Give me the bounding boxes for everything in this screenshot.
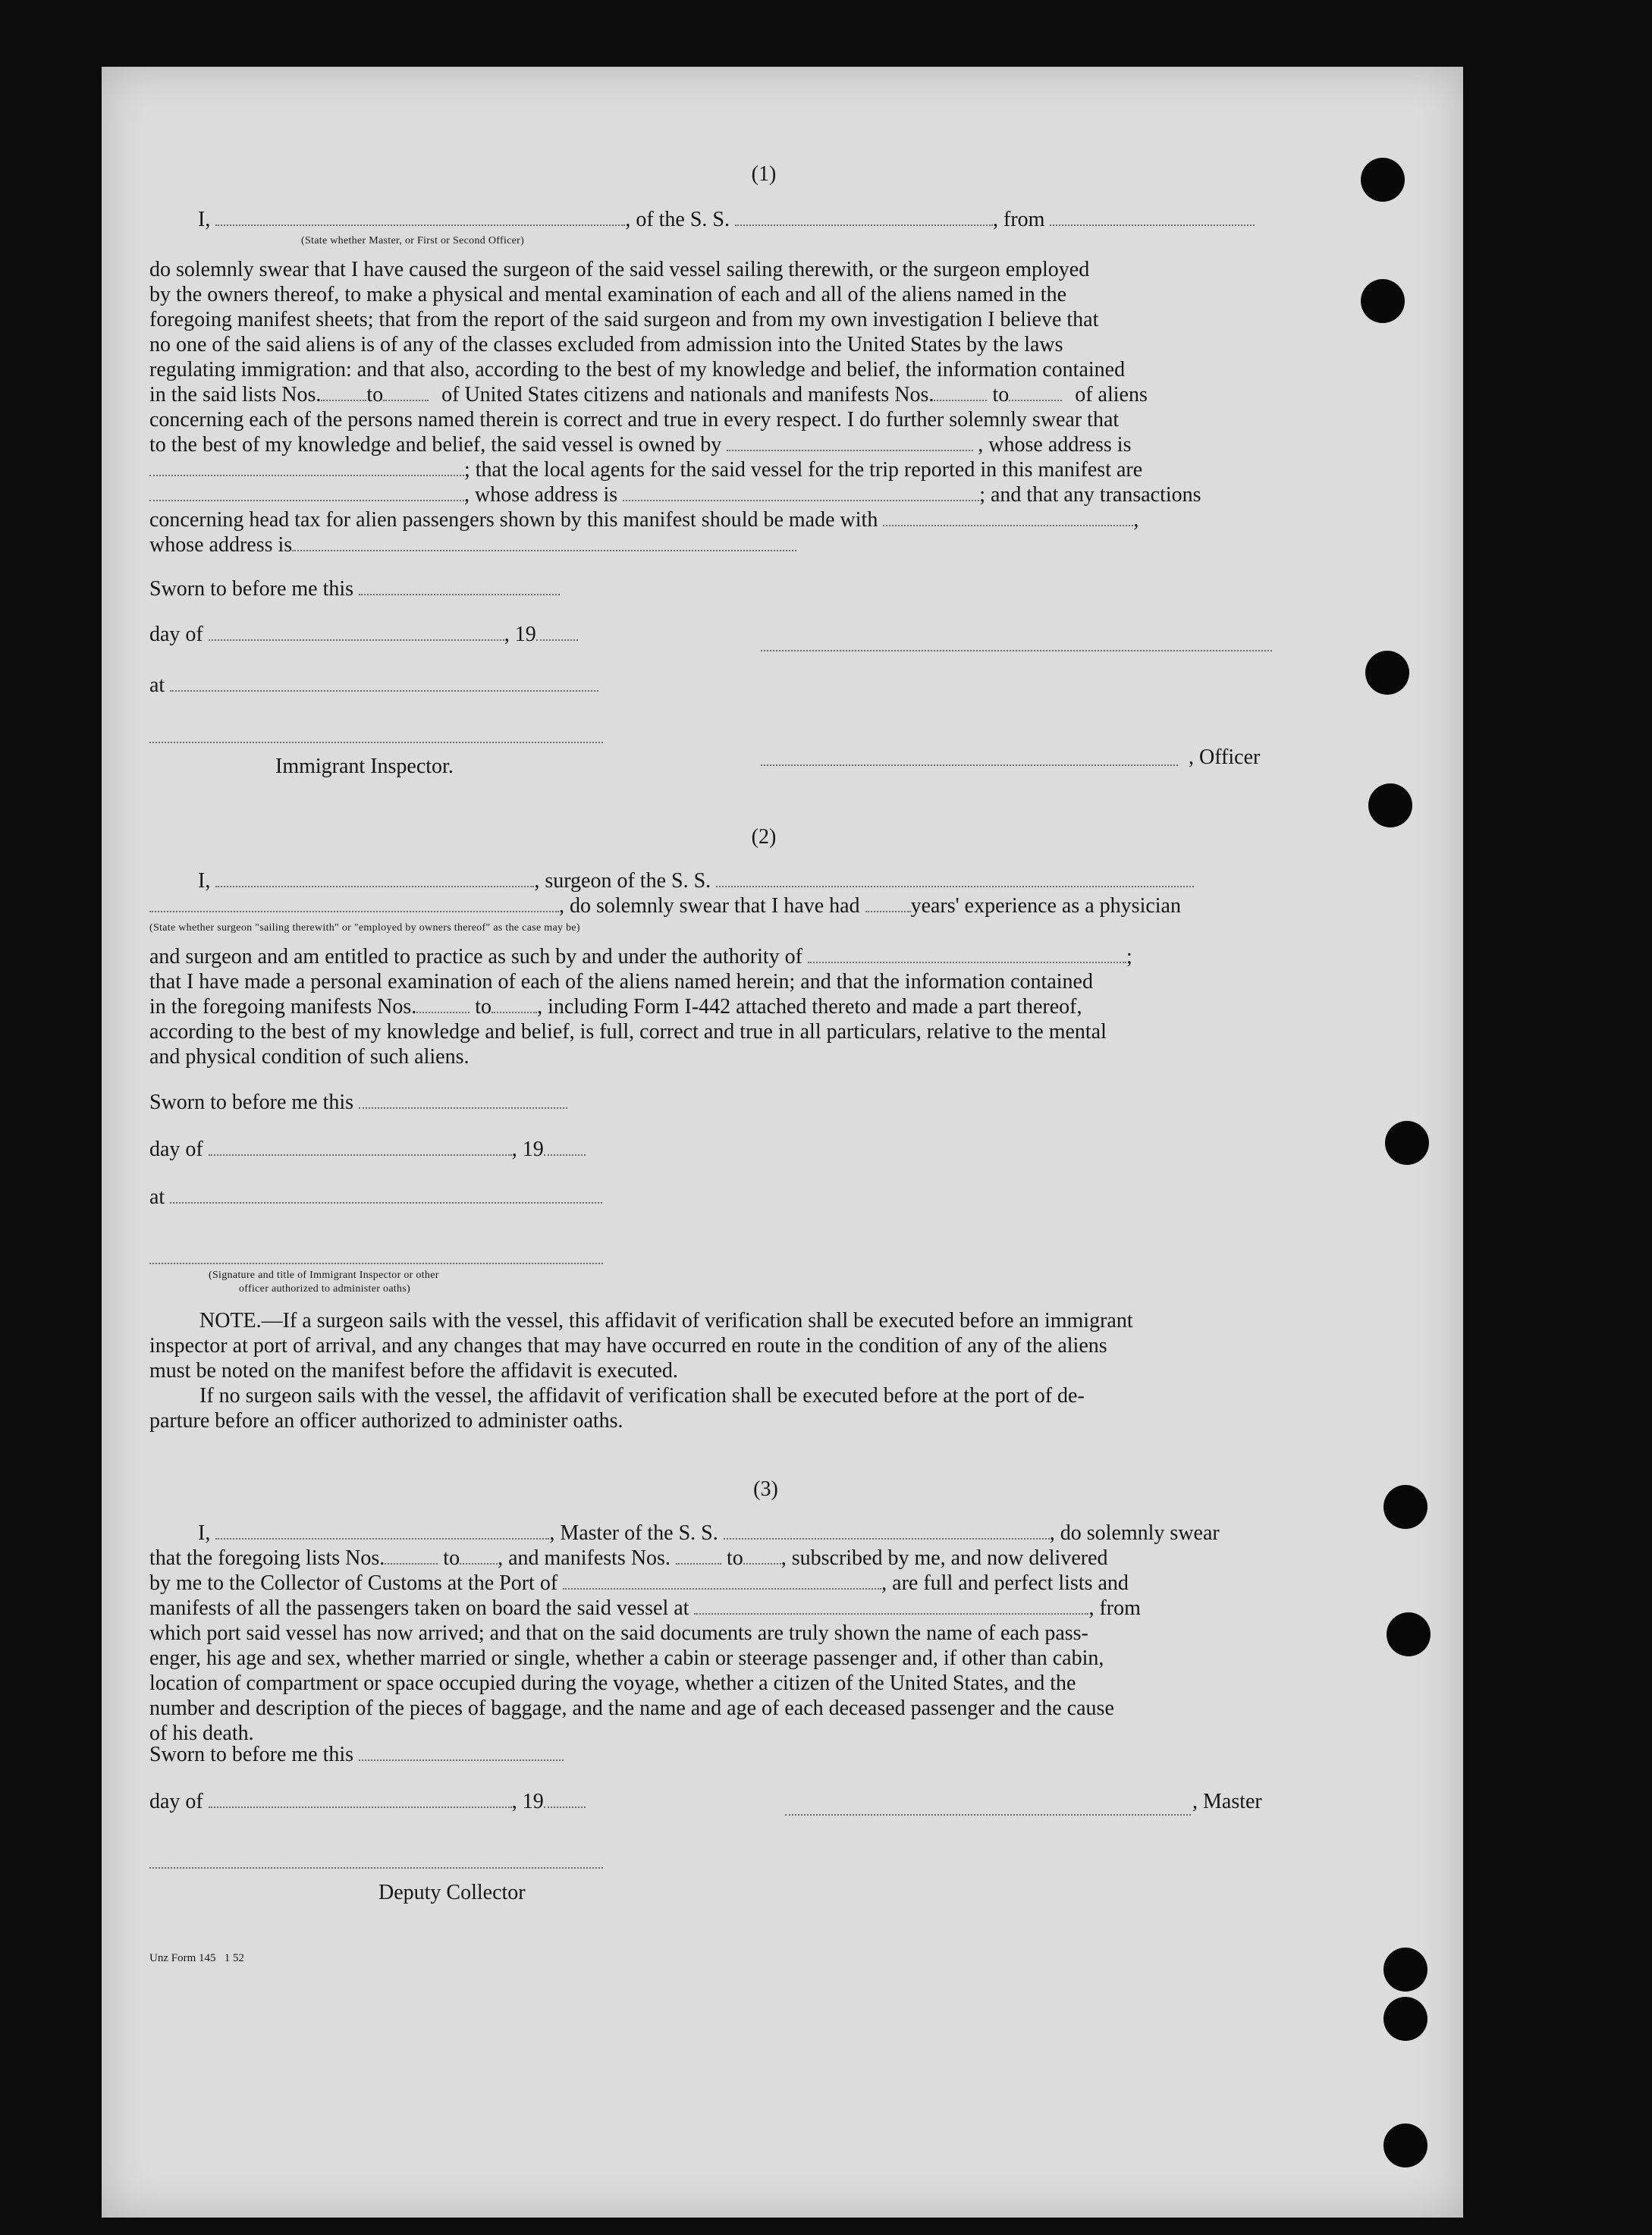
section-number: (3) (753, 1477, 778, 1501)
master-line: I, , Master of the S. S. , do solemnly swear (198, 1521, 1220, 1545)
body-line: that I have made a personal examination of each of the aliens named herein; and that the information contained (149, 970, 1093, 994)
body-line: foregoing manifest sheets; that from the report of the said surgeon and from my own investigation I believe that (149, 308, 1099, 331)
form-identifier: Unz Form 145 1 52 (149, 1952, 244, 1964)
body-line: concerning each of the persons named therein is correct and true in every respect. I do further solemnly swear that (149, 408, 1120, 432)
body-line: regulating immigration: and that also, according to the best of my knowledge and belief, the information contained (149, 358, 1126, 381)
officer-title: , Officer (1189, 746, 1261, 769)
sworn-day-field[interactable] (359, 1091, 567, 1109)
surgeon-name-field[interactable] (215, 869, 534, 887)
owner-field[interactable] (727, 433, 973, 451)
signature-instruction: (Signature and title of Immigrant Inspector or other (209, 1270, 439, 1281)
surgeon-manifests-line: in the foregoing manifests Nos. to , including Form I-442 attached thereto and made a part thereof, (149, 995, 1082, 1019)
agents-field[interactable] (149, 483, 464, 501)
year-field[interactable] (544, 1790, 586, 1808)
inspector-signature-line[interactable] (149, 740, 603, 743)
sworn-day-field[interactable] (359, 577, 560, 595)
at-line: at (149, 673, 1496, 698)
month-field[interactable] (209, 623, 504, 641)
master-oath-line: I, , of the S. S. , from (149, 208, 1378, 232)
date-line: day of , 19 (149, 1790, 1496, 1814)
manifests-from-field[interactable] (934, 383, 987, 401)
boarding-port-field[interactable] (694, 1596, 1088, 1615)
punch-hole (1383, 2124, 1427, 2168)
body-line: do solemnly swear that I have caused the surgeon of the said vessel sailing therewith, or the surgeon employed (149, 258, 1090, 281)
sworn-line: Sworn to before me this (149, 1743, 1496, 1767)
headtax-address-line: whose address is (149, 533, 1378, 557)
arrival-port-field[interactable] (563, 1571, 881, 1590)
officer-name-field[interactable] (215, 208, 625, 226)
headtax-contact-field[interactable] (883, 508, 1133, 526)
agents-address-line: , whose address is ; and that any transactions (149, 483, 1378, 507)
body-line: no one of the said aliens is of any of the classes excluded from admission into the United States by the laws (149, 333, 1063, 356)
headtax-address-field[interactable] (292, 533, 796, 551)
body-line: by the owners thereof, to make a physical and mental examination of each and all of the aliens named in the (149, 283, 1067, 306)
punch-hole (1383, 1997, 1427, 2041)
body-line: of his death. (149, 1722, 254, 1745)
agents-line: ; that the local agents for the said vessel for the trip reported in this manifest are (149, 458, 1378, 482)
place-field[interactable] (170, 673, 598, 692)
body-line: location of compartment or space occupied during the voyage, whether a citizen of the United States, and the (149, 1672, 1076, 1695)
lists-from-field[interactable] (321, 383, 366, 401)
vessel-name-field[interactable] (735, 208, 993, 226)
date-line: day of , 19 (149, 623, 1496, 647)
sworn-line: Sworn to before me this (149, 1091, 1496, 1115)
master-signature-line[interactable] (785, 1813, 1191, 1816)
body-line: which port said vessel has now arrived; and that on the said documents are truly shown the name of each pass- (149, 1621, 1088, 1645)
sworn-day-field[interactable] (359, 1743, 564, 1761)
collector-title: Deputy Collector (378, 1881, 526, 1904)
departure-port-field[interactable] (1050, 208, 1255, 226)
surgeon-instruction: (State whether surgeon "sailing therewith" or "employed by owners thereof" as the case may be) (149, 922, 580, 934)
punch-hole (1383, 1948, 1427, 1992)
body-line: number and description of the pieces of baggage, and the name and age of each deceased passenger and the cause (149, 1697, 1114, 1720)
master-instruction: (State whether Master, or First or Second Officer) (301, 235, 525, 246)
month-field[interactable] (209, 1138, 512, 1156)
master-name-field[interactable] (215, 1521, 549, 1540)
note-line: inspector at port of arrival, and any changes that may have occurred en route in the condition of any of the aliens (149, 1334, 1107, 1358)
body-line: and physical condition of such aliens. (149, 1045, 470, 1069)
years-field[interactable] (865, 894, 911, 912)
master-lists-from-field[interactable] (385, 1546, 438, 1565)
section-1 (149, 67, 1378, 810)
signature-instruction: officer authorized to administer oaths) (239, 1283, 411, 1295)
officer-signature-line[interactable] (761, 648, 1272, 651)
officer-name-line[interactable] (761, 763, 1178, 766)
lists-line: in the said lists Nos. to of United States citizens and nationals and manifests Nos. to of aliens (149, 383, 1148, 407)
master-title: , Master (1192, 1790, 1262, 1813)
collector-signature-line[interactable] (149, 1866, 603, 1869)
surgeon-status-field[interactable] (149, 894, 559, 912)
date-line: day of , 19 (149, 1138, 1496, 1162)
master-manifests-from-field[interactable] (676, 1546, 721, 1565)
manifests-to-field[interactable] (1009, 383, 1062, 401)
inspector-signature-line[interactable] (149, 1261, 603, 1264)
sworn-line: Sworn to before me this (149, 577, 1496, 601)
month-field[interactable] (209, 1790, 512, 1808)
year-field[interactable] (544, 1138, 586, 1156)
port-line: by me to the Collector of Customs at the Port of , are full and perfect lists and (149, 1571, 1129, 1595)
note-line: If no surgeon sails with the vessel, the affidavit of verification shall be executed before at the port of de- (199, 1384, 1085, 1408)
master-vessel-field[interactable] (724, 1521, 1050, 1540)
owner-address-field[interactable] (149, 458, 464, 476)
punch-hole (1383, 1485, 1427, 1529)
authority-field[interactable] (808, 945, 1126, 963)
punch-hole (1387, 1612, 1431, 1656)
body-line: according to the best of my knowledge and belief, is full, correct and true in all particulars, relative to the mental (149, 1020, 1107, 1044)
at-line: at (149, 1185, 1496, 1210)
experience-line: , do solemnly swear that I have had years' experience as a physician (149, 894, 1378, 918)
note-line: parture before an officer authorized to administer oaths. (149, 1409, 623, 1433)
note-line: must be noted on the manifest before the affidavit is executed. (149, 1359, 678, 1383)
master-lists-to-field[interactable] (460, 1546, 498, 1565)
inspector-title: Immigrant Inspector. (275, 755, 454, 778)
place-field[interactable] (170, 1185, 602, 1204)
authority-line: and surgeon and am entitled to practice as such by and under the authority of ; (149, 945, 1132, 968)
master-manifests-to-field[interactable] (743, 1546, 781, 1565)
body-line: enger, his age and sex, whether married or single, whether a cabin or steerage passenger and, if other than cabin, (149, 1646, 1104, 1670)
surgeon-line: I, , surgeon of the S. S. (149, 869, 1378, 893)
surgeon-vessel-field[interactable] (716, 869, 1194, 887)
agents-address-field[interactable] (623, 483, 979, 501)
owner-line: to the best of my knowledge and belief, the said vessel is owned by , whose address is (149, 433, 1132, 457)
headtax-line: concerning head tax for alien passengers shown by this manifest should be made with , (149, 508, 1139, 532)
surgeon-manifests-to-field[interactable] (492, 995, 537, 1013)
delivered-line: that the foregoing lists Nos. to , and manifests Nos. to , subscribed by me, and now delivered (149, 1546, 1108, 1570)
lists-to-field[interactable] (383, 383, 429, 401)
section-number: (1) (751, 162, 777, 186)
note-line: NOTE.—If a surgeon sails with the vessel, this affidavit of verification shall be executed before an immigrant (199, 1309, 1133, 1333)
surgeon-manifests-from-field[interactable] (416, 995, 470, 1013)
year-field[interactable] (536, 623, 578, 641)
form-page (102, 67, 1463, 2218)
boarded-line: manifests of all the passengers taken on board the said vessel at , from (149, 1596, 1141, 1620)
section-number: (2) (751, 825, 777, 849)
